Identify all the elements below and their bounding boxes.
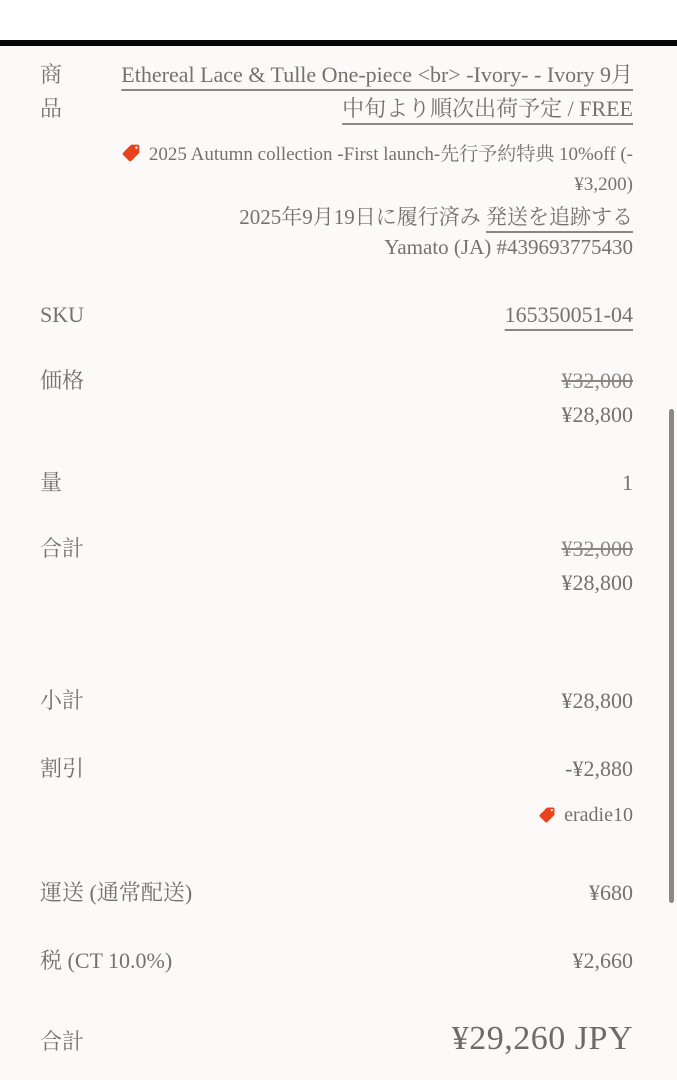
quantity-row [40,466,633,500]
discount-code: eradie10 [564,804,633,826]
tracking-number: #439693775430 [496,235,633,259]
promo-line [113,140,633,200]
grand-total-label: 合計 [40,1029,85,1054]
tag-icon [538,806,556,824]
line-total-row [40,532,633,600]
grand-total-value: ¥29,260 JPY [451,1020,633,1057]
track-shipment-link[interactable]: 発送を追跡する [486,205,633,229]
price-row [40,364,633,432]
promo-text: 2025 Autumn collection -First launch-先行予約特典 10%off (-¥3,200) [148,144,633,195]
discount-label: 割引 [40,756,85,781]
subtotal-row [40,684,633,718]
discount-code-line [40,798,633,832]
product-title-link[interactable]: Ethereal Lace & Tulle One-piece <br> -Ivory- - Ivory 9月中旬より順次出荷予定 / FREE [121,62,633,121]
sku-row [40,298,633,332]
sku-value-link[interactable]: 165350051-04 [504,302,633,327]
carrier-name: Yamato (JA) [384,235,497,259]
price-label: 価格 [40,368,85,393]
line-total-original: ¥32,000 [561,536,633,561]
order-summary [0,46,677,1080]
tax-row [40,944,633,978]
tax-label: 税 (CT 10.0%) [40,948,173,973]
discount-value: -¥2,880 [565,756,633,781]
grand-total-row [40,1014,633,1064]
product-label: 商品 [40,62,63,121]
fulfillment-line [40,202,633,232]
product-row [40,58,633,126]
quantity-value: 1 [622,470,633,495]
price-original: ¥32,000 [561,368,633,393]
scrollbar-thumb[interactable] [669,409,674,903]
tracking-line [40,232,633,262]
price-current: ¥28,800 [561,402,633,427]
tax-value: ¥2,660 [572,948,633,973]
subtotal-value: ¥28,800 [561,688,633,713]
discount-row [40,752,633,786]
line-total-current: ¥28,800 [561,570,633,595]
shipping-label: 運送 (通常配送) [40,880,193,905]
subtotal-label: 小計 [40,688,85,713]
shipping-value: ¥680 [589,880,633,905]
sku-label: SKU [40,302,85,327]
top-white-area [0,0,677,40]
fulfillment-status: 2025年9月19日に履行済み [239,205,486,229]
quantity-label: 量 [40,470,63,495]
line-total-label: 合計 [40,536,85,561]
shipping-row [40,876,633,910]
tag-icon [121,143,141,163]
